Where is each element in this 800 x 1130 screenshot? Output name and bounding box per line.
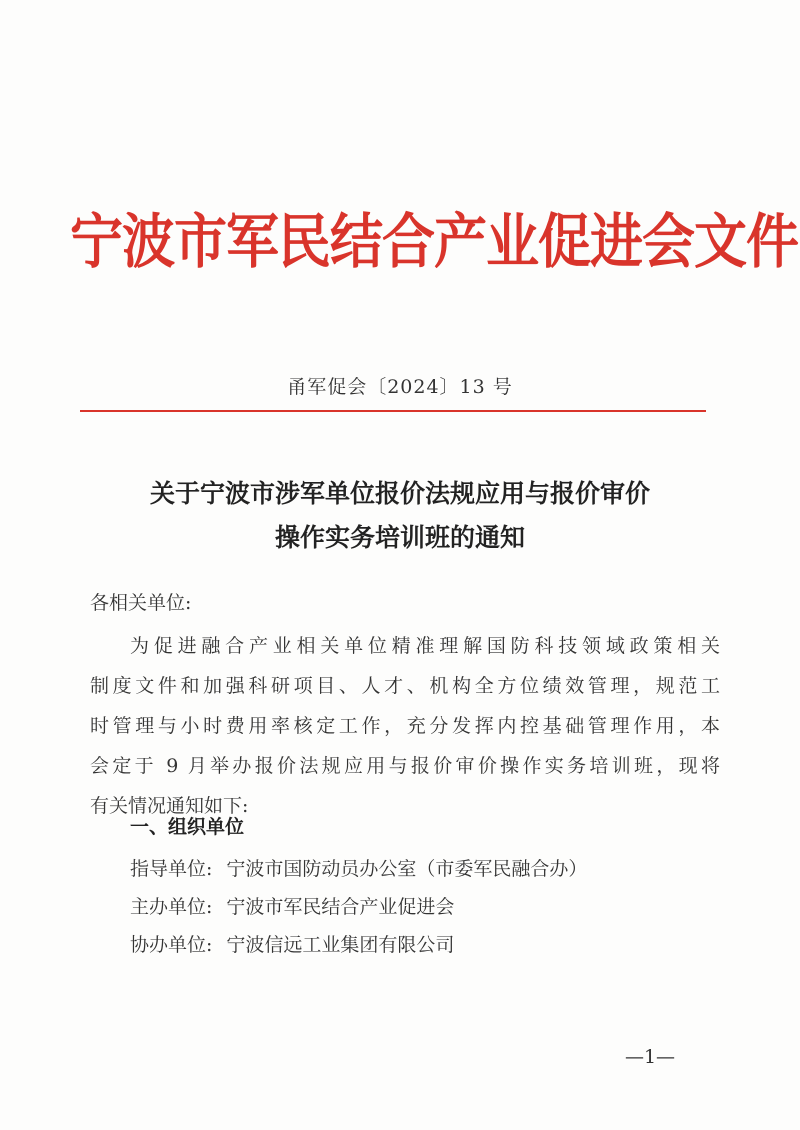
salutation: 各相关单位: — [90, 592, 192, 614]
organizer-label: 主办单位: — [130, 896, 213, 918]
body-line-1: 为促进融合产业相关单位精准理解国防科技领域政策相关 — [130, 635, 720, 657]
body-line-3: 时管理与小时费用率核定工作，充分发挥内控基础管理作用，本 — [90, 715, 720, 737]
organizer-value: 宁波信远工业集团有限公司 — [226, 934, 455, 956]
body-line-2: 制度文件和加强科研项目、人才、机构全方位绩效管理，规范工 — [90, 675, 720, 697]
organizer-row-guidance — [130, 850, 587, 888]
organizer-row-host — [130, 888, 587, 926]
body-paragraph — [90, 626, 720, 826]
organizer-label: 协办单位: — [130, 934, 213, 956]
red-divider-line — [80, 410, 706, 412]
organizer-label: 指导单位: — [130, 858, 213, 880]
page-number: —1— — [624, 1046, 676, 1068]
document-number: 甬军促会〔2024〕13 号 — [287, 376, 513, 398]
notice-title-line-2: 操作实务培训班的通知 — [274, 523, 525, 552]
organizer-value: 宁波市国防动员办公室（市委军民融合办） — [226, 858, 588, 880]
organizer-row-co-host — [130, 926, 587, 964]
body-line-4: 会定于 9 月举办报价法规应用与报价审价操作实务培训班，现将 — [90, 755, 720, 777]
notice-title — [60, 472, 740, 560]
notice-title-line-1: 关于宁波市涉军单位报价法规应用与报价审价 — [149, 479, 650, 508]
section-heading: 一、组织单位 — [130, 816, 245, 838]
masthead-title: 宁波市军民结合产业促进会文件 — [70, 208, 798, 277]
body-line-5: 有关情况通知如下: — [90, 795, 249, 817]
organizer-list — [130, 850, 587, 964]
organizer-value: 宁波市军民结合产业促进会 — [226, 896, 455, 918]
